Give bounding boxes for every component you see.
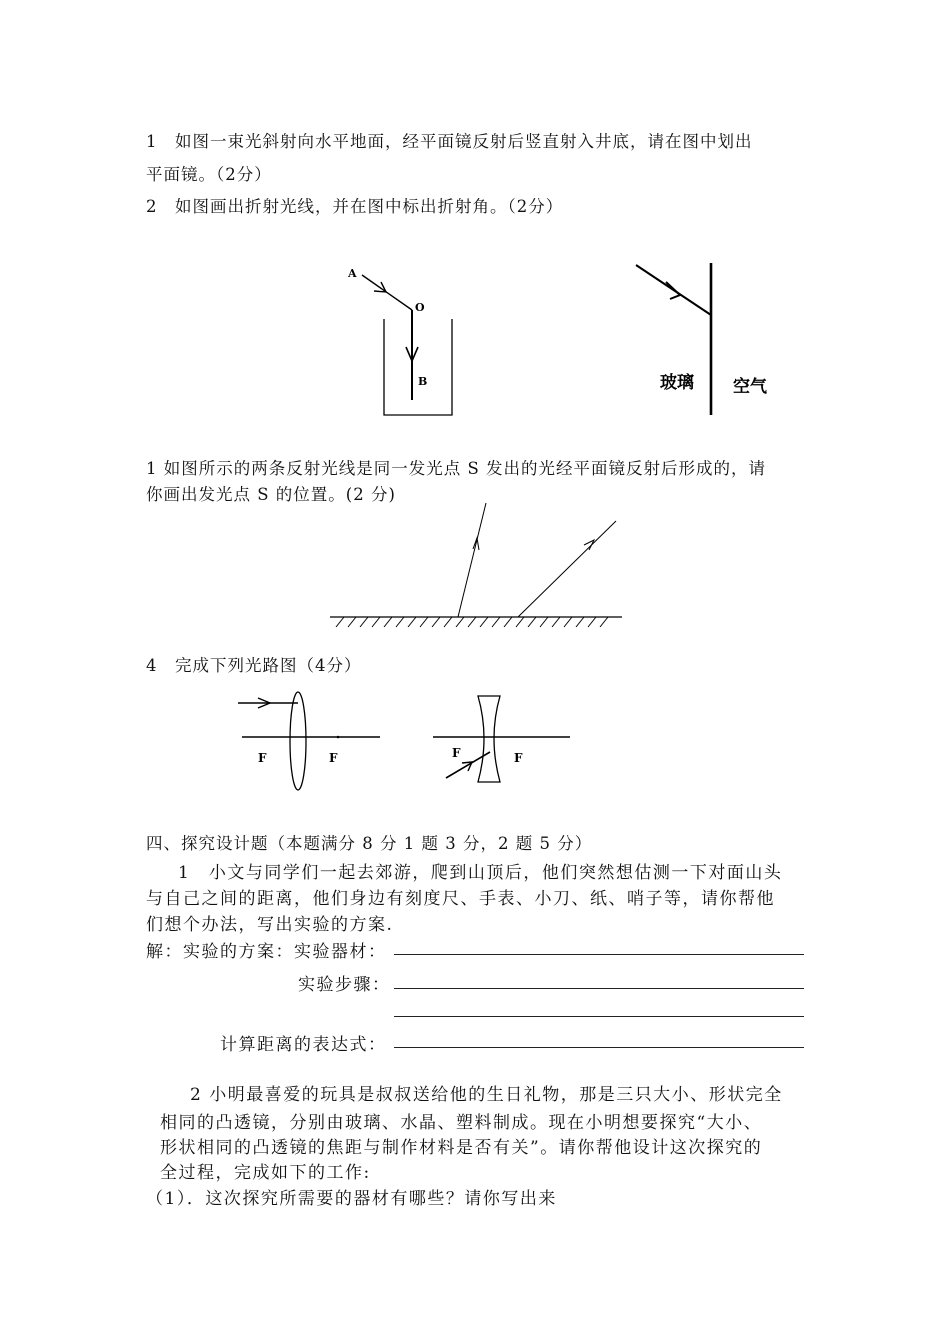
label-b: B [418,375,428,388]
well-diagram [340,255,470,425]
reflected-ray-1 [458,503,486,617]
label-f-left: F [452,746,461,760]
p1-line1: 1 小文与同学们一起去郊游，爬到山顶后，他们突然想估测一下对面山头 [178,863,783,883]
reflected-arrow-2 [584,540,594,550]
formula-answer-line[interactable] [394,1047,804,1048]
concave-lens-diagram [428,690,578,800]
mirror-diagram [320,495,630,635]
p2-line3: 形状相同的凸透镜的焦距与制作材料是否有关”。请你帮他设计这次探究的 [160,1138,763,1158]
equipment-answer-line[interactable] [394,954,804,955]
q3-text-line1: 1 如图所示的两条反射光线是同一发光点 S 发出的光经平面镜反射后形成的，请 [146,459,767,478]
focus-point-right [337,736,340,739]
steps-answer-line-1[interactable] [394,988,804,989]
p2-line2: 相同的凸透镜，分别由玻璃、水晶、塑料制成。现在小明想要探究“大小、 [160,1113,763,1133]
label-f-left: F [258,751,267,765]
label-glass: 玻璃 [660,373,694,393]
convex-lens-diagram [230,690,390,800]
sub-question-1: （1）．这次探究所需要的器材有哪些？请你写出来 [146,1189,557,1209]
label-air: 空气 [733,377,767,397]
label-f-right: F [514,751,523,765]
well-walls [384,319,452,415]
steps-answer-line-2[interactable] [394,1016,804,1017]
q1-text-line2: 平面镜。（2分） [146,165,272,184]
label-a: A [348,267,357,280]
section4-heading: 四、探究设计题（本题满分 8 分 1 题 3 分，2 题 5 分） [146,834,593,853]
answer-steps-label: 实验步骤： [298,975,391,995]
label-f-right: F [329,751,338,765]
q4-text: 4 完成下列光路图（4分） [146,656,362,675]
reflected-ray-2 [518,521,616,617]
concave-lens [478,696,500,782]
refraction-diagram [620,255,800,425]
p1-line3: 们想个办法，写出实验的方案. [146,915,394,935]
answer-equipment-label: 解：实验的方案：实验器材： [146,942,387,962]
p2-line1: 2 小明最喜爱的玩具是叔叔送给他的生日礼物，那是三只大小、形状完全 [190,1085,783,1105]
q1-text-line1: 1 如图一束光斜射向水平地面，经平面镜反射后竖直射入井底，请在图中划出 [146,132,753,151]
mirror-hatching [336,617,608,627]
q3-text-line2: 你画出发光点 S 的位置。(2 分) [146,485,396,504]
label-o: O [415,301,425,314]
q2-text: 2 如图画出折射光线，并在图中标出折射角。（2分） [146,197,564,216]
p2-line4: 全过程，完成如下的工作: [160,1163,371,1183]
convex-lens [290,692,306,790]
p1-line2: 与自己之间的距离，他们身边有刻度尺、手表、小刀、纸、哨子等，请你帮他 [146,889,775,909]
answer-formula-label: 计算距离的表达式： [220,1035,387,1055]
